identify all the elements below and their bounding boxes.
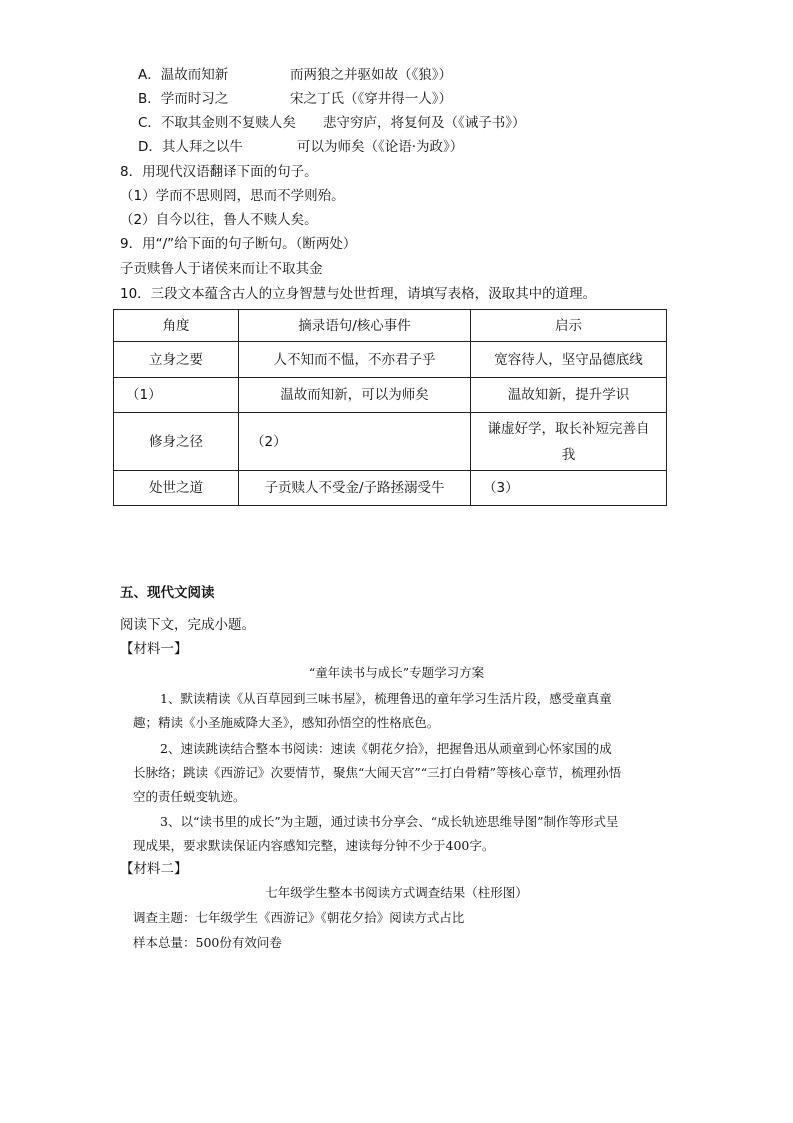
option-b [138, 90, 452, 108]
material1-title: “童年读书与成长”专题学习方案 [308, 665, 485, 680]
q8-item-2: （2）自今以往，鲁人不赎人矣。 [120, 212, 318, 228]
option-c-left: 不取其金则不复赎人矣 [160, 115, 296, 131]
survey-topic: 调查主题：七年级学生《西游记》《朝花夕拾》阅读方式占比 [133, 910, 465, 925]
table-row [114, 471, 667, 506]
option-c [138, 114, 526, 132]
table-header: 角度 [114, 310, 239, 342]
q10-stem: 10．三段文本蕴含古人的立身智慧与处世哲理，请填写表格，汲取其中的道理。 [120, 286, 597, 302]
table-row [114, 342, 667, 378]
option-a [138, 66, 452, 84]
table-header-row [114, 310, 667, 342]
option-c-right: 悲守穷庐，将复何及（《诫子书》） [323, 115, 526, 131]
section-intro: 阅读下文，完成小题。 [120, 617, 255, 633]
table-cell: 修身之径 [114, 413, 239, 471]
table-row [114, 413, 667, 471]
option-c-letter: C． [138, 115, 161, 131]
table-header: 摘录语句/核心事件 [239, 310, 471, 342]
option-b-letter: B． [138, 91, 161, 107]
option-a-left: 温故而知新 [160, 67, 229, 83]
sample-total: 样本总量：500份有效问卷 [133, 935, 282, 950]
material1-p3a: 3、以“读书里的成长”为主题，通过读书分享会、“成长轨迹思维导图”制作等形式呈 [160, 814, 619, 829]
table-cell: （2） [239, 413, 471, 471]
table-header: 启示 [471, 310, 667, 342]
table-cell: 谦虚好学，取长补短完善自我 [471, 413, 667, 471]
option-d-letter: D． [138, 139, 162, 155]
table-row [114, 378, 667, 413]
table-cell: 温故知新，提升学识 [471, 378, 667, 413]
option-a-letter: A． [138, 67, 161, 83]
option-d [138, 138, 464, 156]
material2-label: 【材料二】 [120, 861, 188, 877]
q10-table [113, 309, 667, 506]
table-cell: 处世之道 [114, 471, 239, 506]
table-cell: 人不知而不愠，不亦君子乎 [239, 342, 471, 378]
table-cell: 宽容待人，坚守品德底线 [471, 342, 667, 378]
option-b-right: 宋之丁氏（《穿井得一人》） [290, 91, 452, 107]
option-d-right: 可以为师矣（《论语·为政》） [297, 139, 464, 155]
q9-sentence: 子贡赎鲁人于诸侯来而让不取其金 [120, 261, 323, 277]
material1-p2b: 长脉络；跳读《西游记》次要情节，聚焦“大闹天宫”“三打白骨精”等核心章节，梳理孙悟 [133, 765, 622, 780]
table-cell: 子贡赎人不受金/子路拯溺受牛 [239, 471, 471, 506]
material2-title: 七年级学生整本书阅读方式调查结果（柱形图） [265, 885, 528, 900]
table-cell: 温故而知新，可以为师矣 [239, 378, 471, 413]
q8-stem: 8．用现代汉语翻译下面的句子。 [120, 164, 318, 180]
material1-p1b: 趣；精读《小圣施威降大圣》，感知孙悟空的性格底色。 [133, 715, 440, 730]
q9-stem: 9．用“/”给下面的句子断句。（断两处） [120, 236, 357, 252]
option-b-left: 学而时习之 [160, 91, 229, 107]
material1-label: 【材料一】 [120, 641, 188, 657]
table-cell: 立身之要 [114, 342, 239, 378]
option-d-left: 其人拜之以牛 [161, 139, 243, 155]
material1-p3b: 现成果，要求默读保证内容感知完整，速读每分钟不少于400字。 [133, 838, 495, 853]
material1-p2a: 2、速读跳读结合整本书阅读：速读《朝花夕拾》，把握鲁迅从顽童到心怀家国的成 [160, 741, 612, 756]
material1-p1a: 1、默读精读《从百草园到三味书屋》，梳理鲁迅的童年学习生活片段，感受童真童 [160, 691, 612, 706]
section-title: 五、现代文阅读 [120, 585, 215, 601]
option-a-right: 而两狼之并驱如故（《狼》） [290, 67, 452, 83]
q8-item-1: （1）学而不思则罔，思而不学则殆。 [120, 188, 345, 204]
table-cell: （1） [114, 378, 239, 413]
table-cell: （3） [471, 471, 667, 506]
material1-p2c: 空的责任蜕变轨迹。 [133, 789, 246, 804]
